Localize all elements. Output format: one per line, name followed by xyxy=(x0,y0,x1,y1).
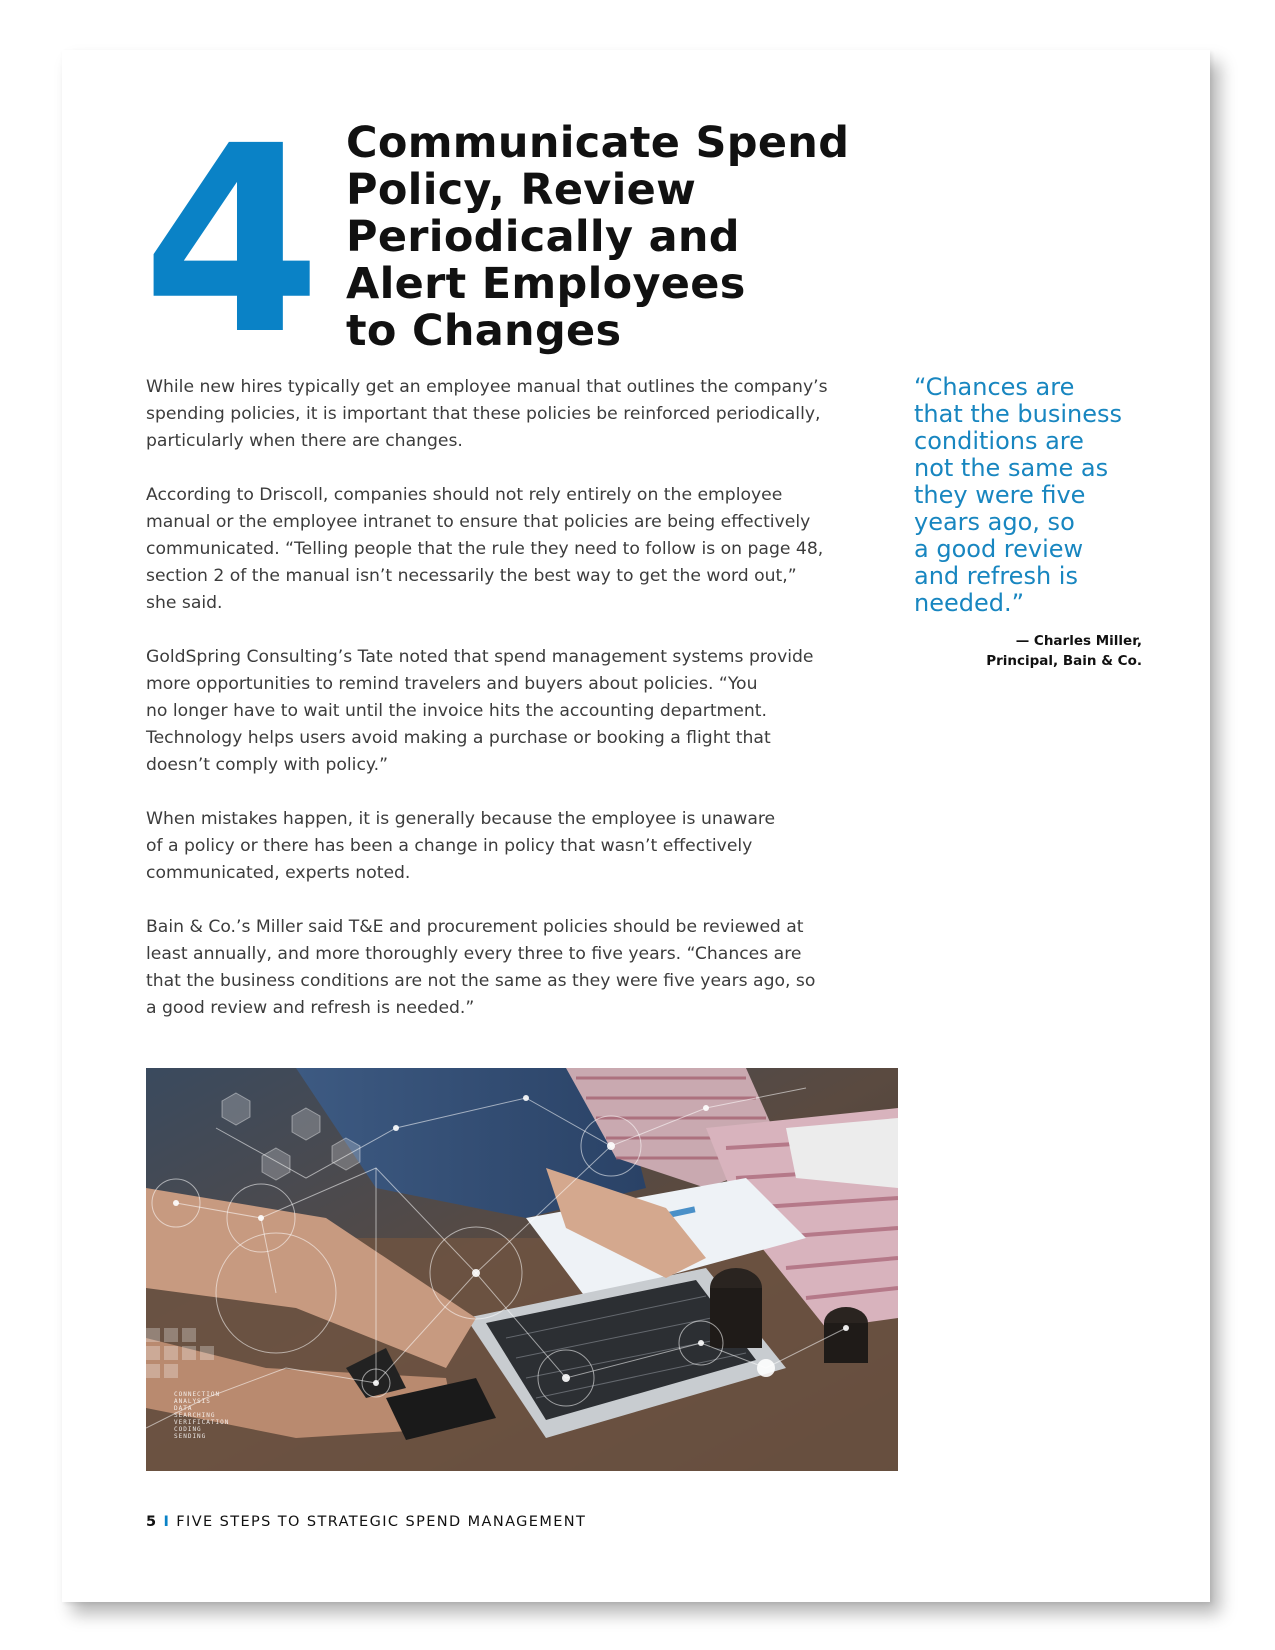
body-text xyxy=(146,374,898,1049)
footer-separator: I xyxy=(163,1514,171,1530)
overlay-label: DATA xyxy=(174,1405,193,1412)
title-line: Periodically and xyxy=(346,212,740,262)
page-number: 5 xyxy=(146,1514,158,1530)
overlay-label: ANALYSIS xyxy=(174,1398,211,1405)
overlay-label: VERIFICATION xyxy=(174,1419,230,1426)
step-number: 4 xyxy=(142,91,316,391)
title-line: to Changes xyxy=(346,306,622,356)
paragraph: Bain & Co.’s Miller said T&E and procurement policies should be reviewed at least annually, and more thoroughly every three to five years. “Chances are that the business conditions are not the same as they were five years ago, so a good review and refresh is needed.” xyxy=(146,917,816,1018)
pull-quote-attribution xyxy=(914,631,1162,671)
page-footer xyxy=(146,1514,586,1530)
document-page xyxy=(62,50,1210,1602)
attribution-author: — Charles Miller, xyxy=(1015,633,1142,649)
paragraph: GoldSpring Consulting’s Tate noted that spend management systems provide more opportunities to remind travelers and buyers about policies. “You no longer have to wait until the invoice hits the accounting department. Technology helps users avoid making a purchase or booking a flight that doesn’t comply with policy.” xyxy=(146,647,814,775)
title-line: Communicate Spend xyxy=(346,118,850,168)
pull-quote xyxy=(914,374,1162,671)
business-team-photo xyxy=(146,1068,898,1471)
page-title xyxy=(346,120,866,355)
overlay-label: SEARCHING xyxy=(174,1412,216,1419)
attribution-role: Principal, Bain & Co. xyxy=(986,653,1142,669)
paragraph: When mistakes happen, it is generally because the employee is unaware of a policy or there has been a change in policy that wasn’t effectively communicated, experts noted. xyxy=(146,809,776,883)
photo-illustration xyxy=(146,1068,898,1471)
overlay-label: SENDING xyxy=(174,1433,207,1440)
title-line: Alert Employees xyxy=(346,259,746,309)
overlay-label: CODING xyxy=(174,1426,202,1433)
pull-quote-text: “Chances are that the business conditions are not the same as they were five years ago, so a good review and refresh is needed.” xyxy=(914,373,1122,617)
title-line: Policy, Review xyxy=(346,165,697,215)
paragraph: According to Driscoll, companies should not rely entirely on the employee manual or the employee intranet to ensure that policies are being effectively communicated. “Telling people that the rule they need to follow is on page 48, section 2 of the manual isn’t necessarily the best way to get the word out,” she said. xyxy=(146,485,824,613)
publication-title: FIVE STEPS TO STRATEGIC SPEND MANAGEMENT xyxy=(176,1514,587,1530)
paragraph: While new hires typically get an employee manual that outlines the company’s spending policies, it is important that these policies be reinforced periodically, particularly when there are changes. xyxy=(146,377,828,451)
overlay-label: CONNECTION xyxy=(174,1391,221,1398)
